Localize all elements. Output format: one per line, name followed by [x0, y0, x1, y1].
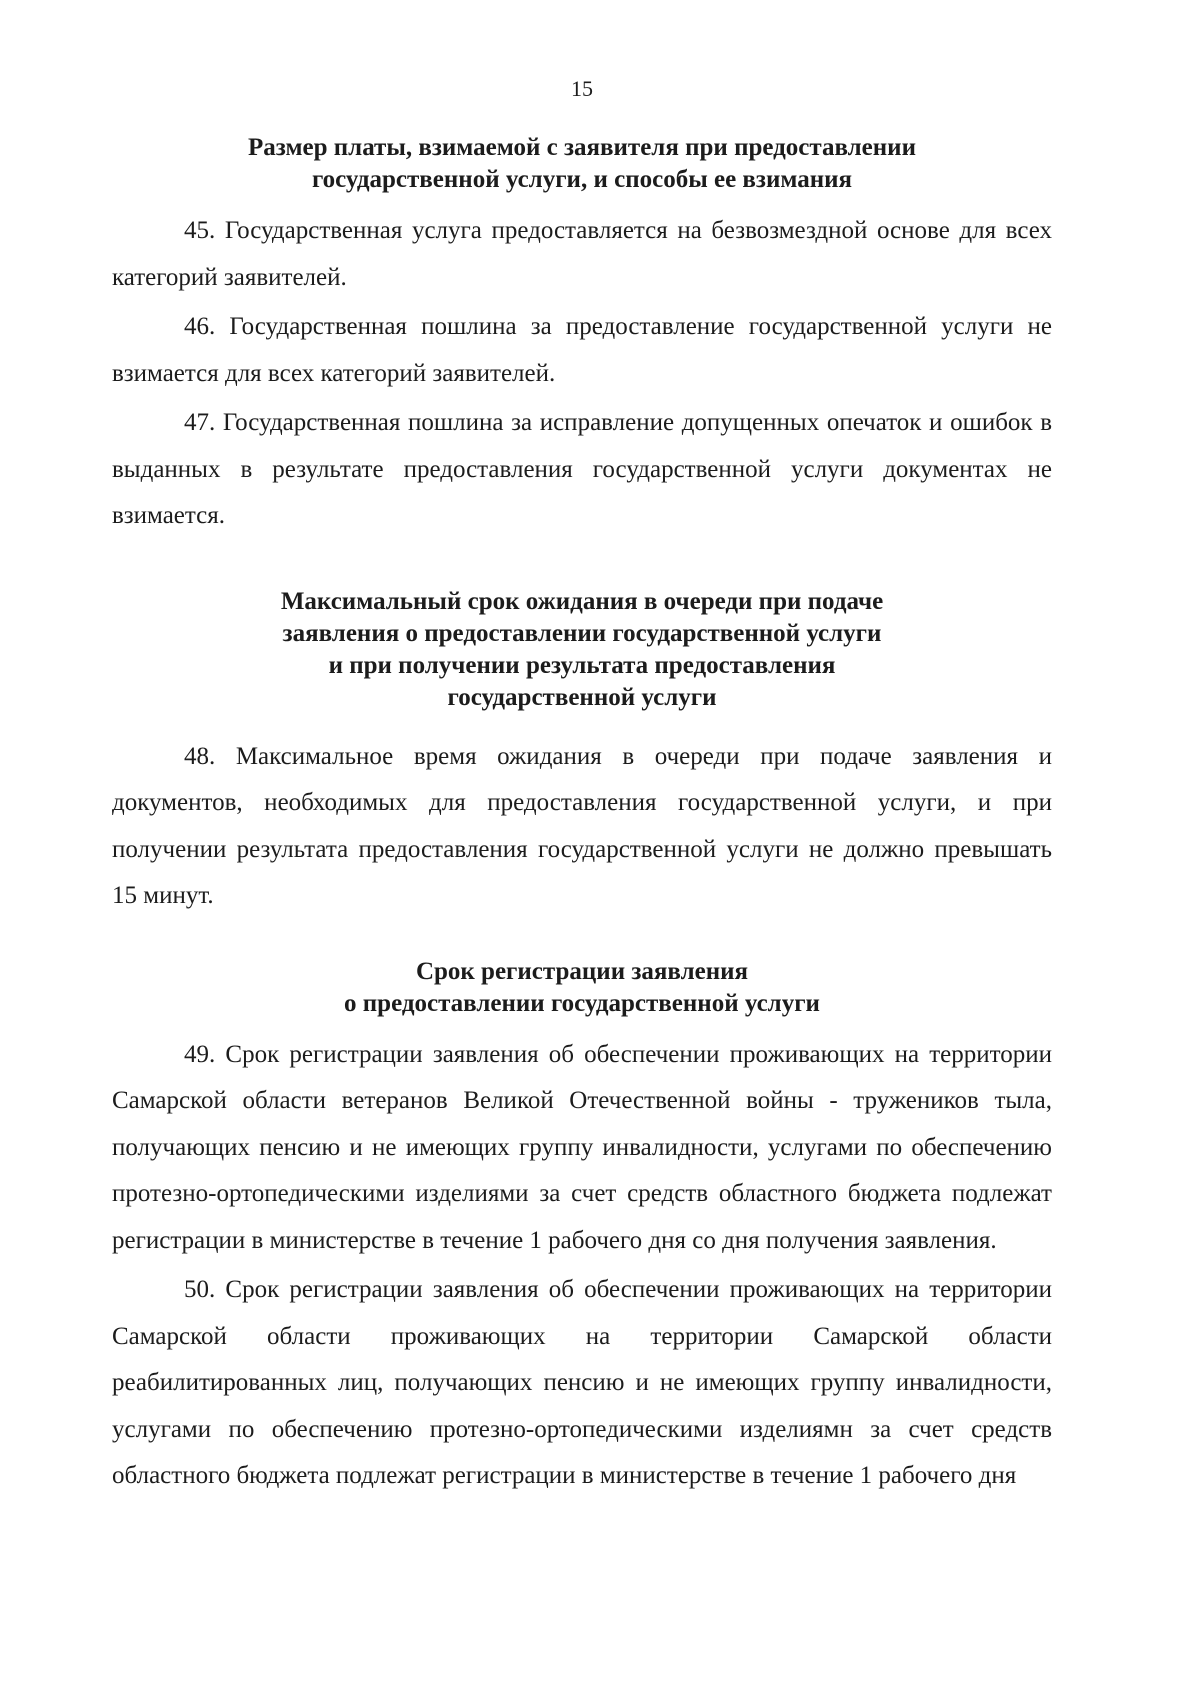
- paragraph-47: 47. Государственная пошлина за исправление допущенных опечаток и ошибок в выданных в результате предоставления государственной услуги документах не взимается.: [112, 409, 1052, 529]
- heading-line: и при получении результата предоставления: [328, 651, 836, 679]
- page-number: 15: [571, 76, 593, 101]
- section-heading-queue-time: [112, 586, 1052, 714]
- heading-line: государственной услуги, и способы ее взимания: [311, 166, 853, 193]
- paragraph-49: 49. Срок регистрации заявления об обеспечении проживающих на территории Самарской области ветеранов Великой Отечественной войны - тружеников тыла, получающих пенсию и не имеющих группу инвалидности, услугами по обеспечению протезно-ортопедическими изделиями за счет средств областного бюджета подлежат регистрации в министерстве в течение 1 рабочего дня со дня получения заявления.: [112, 1040, 1052, 1254]
- heading-line: Максимальный срок ожидания в очереди при подаче: [280, 587, 884, 615]
- heading-line: государственной услуги: [447, 683, 717, 711]
- heading-line: о предоставлении государственной услуги: [344, 989, 820, 1017]
- section-heading-fee: [112, 132, 1052, 196]
- heading-line: Размер платы, взимаемой с заявителя при предоставлении: [248, 134, 916, 161]
- paragraph-45: 45. Государственная услуга предоставляется на безвозмездной основе для всех категорий заявителей.: [112, 217, 1052, 291]
- heading-line: заявления о предоставлении государственной услуги: [282, 619, 882, 647]
- paragraph-46: 46. Государственная пошлина за предоставление государственной услуги не взимается для всех категорий заявителей.: [112, 313, 1052, 387]
- section-heading-registration: [112, 956, 1052, 1020]
- heading-line: Срок регистрации заявления: [415, 957, 749, 985]
- paragraph-48: 48. Максимальное время ожидания в очереди при подаче заявления и документов, необходимых для предоставления государственной услуги, и при получении результата предоставления государственной услуги не должно превышать 15 минут.: [112, 742, 1052, 909]
- paragraph-50: 50. Срок регистрации заявления об обеспечении проживающих на территории Самарской области проживающих на территории Самарской области реабилитированных лиц, получающих пенсию и не имеющих группу инвалидности, услугами по обеспечению протезно-ортопедическими изделиямн за счет средств областного бюджета подлежат регистрации в министерстве в течение 1 рабочего дня: [112, 1276, 1052, 1489]
